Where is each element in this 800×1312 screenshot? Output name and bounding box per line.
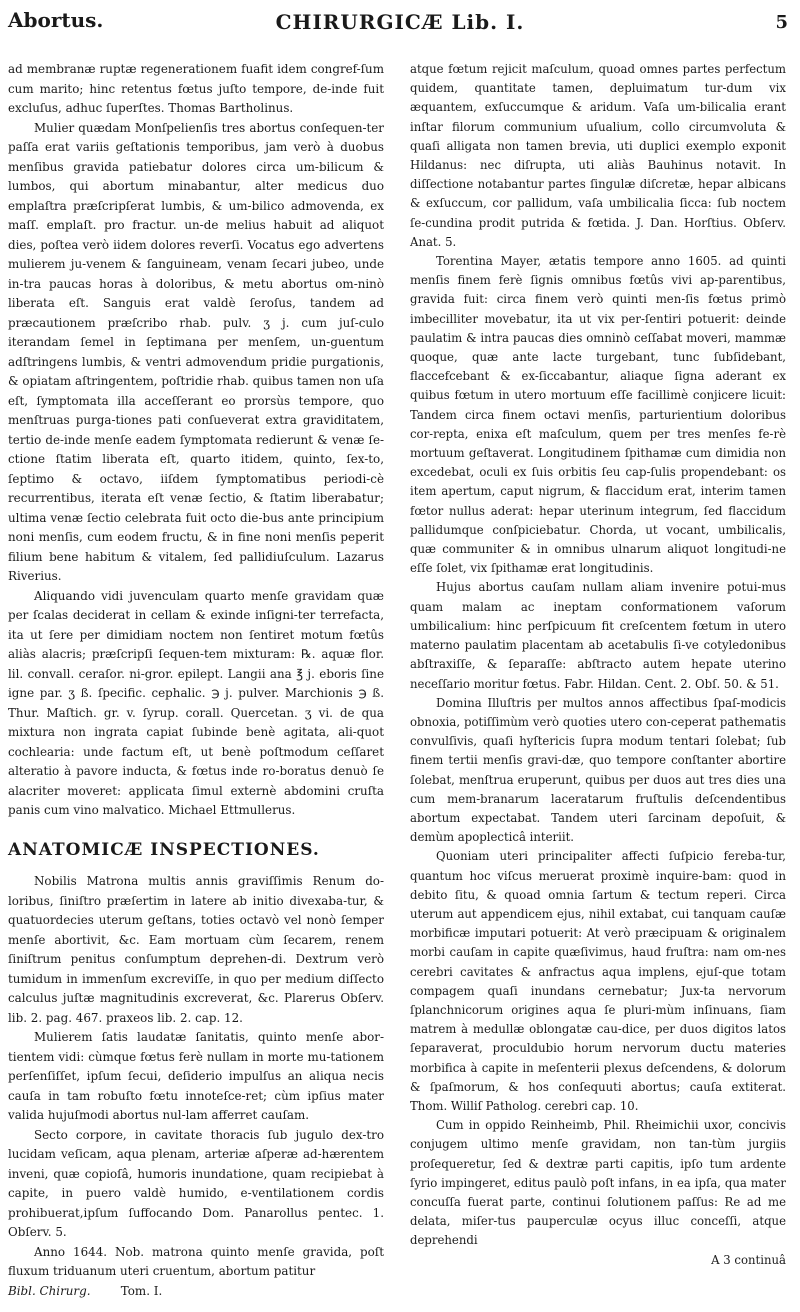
- running-header: [0, 0, 800, 56]
- paragraph: Hujus abortus cauſam nullam aliam invenire potui-mus quam malam ac ineptam conformationem vaſorum umbilicalium: hinc perſpicuum fit creſcentem fœtum in utero materno paulatim placentam ab acetabulis ſi-ve cotyledonibus abſtraxiſſe, & ſeparaſſe: abſtracto autem hepate uterino neceſſario moritur fœtus. Fabr. Hildan. Cent. 2. Obſ. 50. & 51.: [410, 580, 786, 691]
- right-column: [410, 60, 786, 1270]
- paragraph: Anno 1644. Nob. matrona quinto menſe gravida, poſt fluxum triduanum uteri cruentum, abortum patitur: [8, 1244, 384, 1278]
- left-column: [8, 60, 384, 1301]
- paragraph: Mulierem ſatis laudatæ ſanitatis, quinto menſe abor-tientem vidi: cùmque fœtus ferè nullam in morte mu-tationem perſenſiſſet, ipſum ſecui, deſiderio impulſus an aliqua necis cauſa in tam robuſto fœtu innoteſce-ret; cùm ipſius mater valida hujuſmodi abortus nul-lam afferret cauſam.: [8, 1030, 384, 1122]
- paragraph: Quoniam uteri principaliter affecti ſuſpicio fereba-tur, quantum hoc viſcus meruerat proximè inquire-bam: quod in debito ſitu, & quoad omnia ſartum & tectum reperi. Circa uterum aut appendicem ejus, nihil extabat, cui tanquam cauſæ morbificæ imputari potuerit: At verò præcipuam & originalem morbi cauſam in capite quæſivimus, haud fruſtra: nam om-nes cerebri cavitates & anfractus aqua implens, ejuſ-que totam compagem quaſi inundans cernebatur; Jux-ta nervorum ſplanchnicorum origines aqua ſe pluri-mùm inſinuans, ſiam matrem à medullæ oblongatæ cau-dice, per duos digitos latos ſeparaverat, proculdubio horum nervorum ductu materies morbifica à capite in meſenterii plexus deſcendens, & dolorum & ſpaſmorum, & hos conſequuti abortus; cauſa extiterat. Thom. Williſ Patholog. cerebri cap. 10.: [410, 849, 786, 1113]
- paragraph: Nobilis Matrona multis annis graviſſimis Renum do-loribus, ſiniſtro præſertim in latere ab initio divexaba-tur, & quatuordecies uterum geſtans, toties octavò vel nonò ſemper menſe abortivit, &c. Eam mortuam cùm ſecarem, renem ſiniſtrum penitus conſumptum deprehen-di. Dextrum verò tumidum in immenſum excreviſſe, in quo per medium diſſecto calculus juſtæ magnitudinis excreverat, &c. Plarerus Obſerv. lib. 2. pag. 467. praxeos lib. 2. cap. 12.: [8, 874, 384, 1025]
- paragraph: Cum in oppido Reinheimb, Phil. Rheimichii uxor, concivis conjugem ultimo menſe gravidam, non tan-tùm jurgiis proſequeretur, ſed & dextræ parti capitis, ipſo tum ardente ſyrio impingeret, editus paulò poſt infans, in ea ipſa, qua mater concuſſa fuerat parte, continui ſolutionem paſſus: Re ad me delata, miſer-tus pauperculæ ocyus illuc conceſſi, atque deprehendi: [410, 1118, 786, 1248]
- paragraph: Mulier quædam Monſpelienſis tres abortus conſequen-ter paſſa erat variis geſtationis temporibus, jam verò à duobus menſibus gravida patiebatur dolores circa um-bilicum & lumbos, qui abortum minabantur, alter medicus duo emplaſtra præſcripſerat lumbis, & um-bilico admovenda, ex maſſ. emplaſt. pro fractur. un-de melius habuit ad aliquot dies, poſtea verò iidem dolores reverſi. Vocatus ego advertens mulierem ju-venem & ſanguineam, venam ſecari jubeo, unde in-tra paucas horas à doloribus, & metu abortus om-ninò liberata eſt. Sanguis erat valdè ſeroſus, tandem ad præcautionem præſcribo rhab. pulv. ʒ j. cum juſ-culo iterandam ſemel in ſeptimana per menſem, un-guentum adſtringens lumbis, & ventri admovendum pridie purgationis, & opiatam aſtringentem, poſtridie rhab. quibus tamen non uſa eſt, ſymptomata illa acceſſerant eo prorsùs tempore, quo menſtruas purga-tiones pati conſueverat extra graviditatem, tertio de-inde menſe eadem ſymptomata redierunt & venæ ſe-ctione ſtatim liberata eſt, quarto itidem, quinto, ſex-to, ſeptimo & octavo, iiſdem ſymptomatibus periodi-cè recurrentibus, iterata eſt venæ ſectio, & ſtatim liberabatur; ultima venæ ſectio celebrata fuit octo die-bus ante principium noni menſis, cum eodem fructu, & in fine noni menſis peperit filium bene habitum & vitalem, ſed pallidiuſculum. Lazarus Riverius.: [8, 120, 384, 583]
- catchword: A 3 continuâ: [711, 1252, 786, 1267]
- paragraph: Torentina Mayer, ætatis tempore anno 1605. ad quinti menſis finem ferè ſignis omnibus fœtûs vivi ap-parentibus, gravida fuit: circa finem verò quinti men-ſis fœtus primò imbecilliter movebatur, ita ut vix per-ſentiri potuerit: deinde paulatim & intra paucas dies omninò ceſſabat moveri, mammæ quoque, quæ ante lacte turgebant, tunc ſubſidebant, flaccefcebant & ex-ſiccabantur, aliaque ſigna aderant ex quibus fœtum in utero mortuum eſſe facillimè conjicere licuit: Tandem circa finem octavi menſis, parturientium doloribus cor-repta, enixa eſt maſculum, quem per tres menſes fe-rè mortuum geſtaverat. Longitudinem ſpithamæ cum dimidia non excedebat, oculi ex ſuis orbitis ſeu cap-ſulis propendebant: os item apertum, caput nigrum, & flaccidum erat, interim tamen fœtor nullus aderat: hepar uterinum integrum, ſed flaccidum pallidumque conſpiciebatur. Chorda, ut vocant, umbilicalis, quæ communiter & in omnibus ulnarum aliquot longitudi-ne eſſe ſolet, vix ſpithamæ erat longitudinis.: [410, 254, 786, 576]
- paragraph: Aliquando vidi juvenculam quarto menſe gravidam quæ per ſcalas deciderat in cellam & exinde inſigni-ter terrefacta, ita ut ſere per dimidiam noctem non ſentiret motum fœtûs aliàs alacris; præſcripſi ſequen-tem mixturam: ℞. aquæ flor. lil. convall. ceraſor. ni-gror. epilept. Langii ana ℥ j. eboris ſine igne par. ʒ ß. ſpecific. cephalic. ℈ j. pulver. Marchionis ℈ ß. Thur. Maſtich. gr. v. ſyrup. corall. Quercetan. ʒ vi. de qua mixtura non ingrata capiat ſubinde benè agitata, ali-quot cochlearia: unde factum eſt, ut benè poſtmodum ceſſaret alteratio à pavore inducta, & fœtus inde ro-boratus denuò ſe alacriter moveret: applicata ſimul externè abdomini cruſta panis cum vino malvatico. Michael Ettmullerus.: [8, 588, 384, 817]
- signature-line: [8, 1282, 384, 1302]
- paragraph: Secto corpore, in cavitate thoracis ſub jugulo dex-tro lucidam veſicam, aqua plenam, arteriæ aſperæ ad-hærentem inveni, quæ copioſâ, humoris inundatione, quam recipiebat à capite, in puero valdè humido, e-ventilationem cordis prohibuerat,ipſum ſuffocando Dom. Panarollus pentec. 1. Obſerv. 5.: [8, 1127, 384, 1239]
- paragraph: atque fœtum rejicit maſculum, quoad omnes partes perfectum quidem, quantitate tamen, depluimatum tur-dum vix æquantem, exſuccumque & aridum. Vaſa um-bilicalia erant inſtar filorum communium uſualium, collo circumvoluta & quaſi alligata non tamen brevia, uti duplici exemplo exponit Hildanus: nec diſrupta, uti aliàs Bauhinus notavit. In diſſectione notabantur partes ſingulæ diſcretæ, hepar albicans & exſuccum, cor pallidum, vaſa umbilicalia ſicca: ſub noctem ſe-cundina prodit putrida & fœtida. J. Dan. Horſtius. Obſerv. Anat. 5.: [410, 62, 786, 249]
- page-number: 5: [775, 12, 788, 33]
- paragraph: ad membranæ ruptæ regenerationem fuafit idem congref-ſum cum marito; hinc retentus fœtus juſto tempore, de-inde fuit excluſus, adhuc ſuperſtes. Thomas Bartholinus.: [8, 62, 384, 115]
- paragraph: Domina Illuſtris per multos annos affectibus ſpaſ-modicis obnoxia, potiſſimùm verò quoties utero con-ceperat pathematis convulſivis, quaſi hyſtericis ſupra modum tentari ſolebat; ſub finem tertii menſis gravi-dæ, quo tempore conſtanter abortire ſolebat, menſtrua eruperunt, quibus per duos aut tres dies una cum mem-branarum laceratarum fruſtulis deſcendentibus abortum expectabat. Tandem uteri ſarcinam depoſuit, & demùm apoplecticâ interiit.: [410, 695, 786, 845]
- signature-left: Bibl. Chirurg.: [8, 1283, 91, 1298]
- header-left-title: Abortus.: [8, 8, 104, 32]
- section-heading: ANATOMICÆ INSPECTIONES.: [8, 839, 320, 860]
- signature-volume: Tom. I.: [120, 1283, 163, 1298]
- header-center-title: CHIRURGICÆ Lib. I.: [275, 10, 525, 34]
